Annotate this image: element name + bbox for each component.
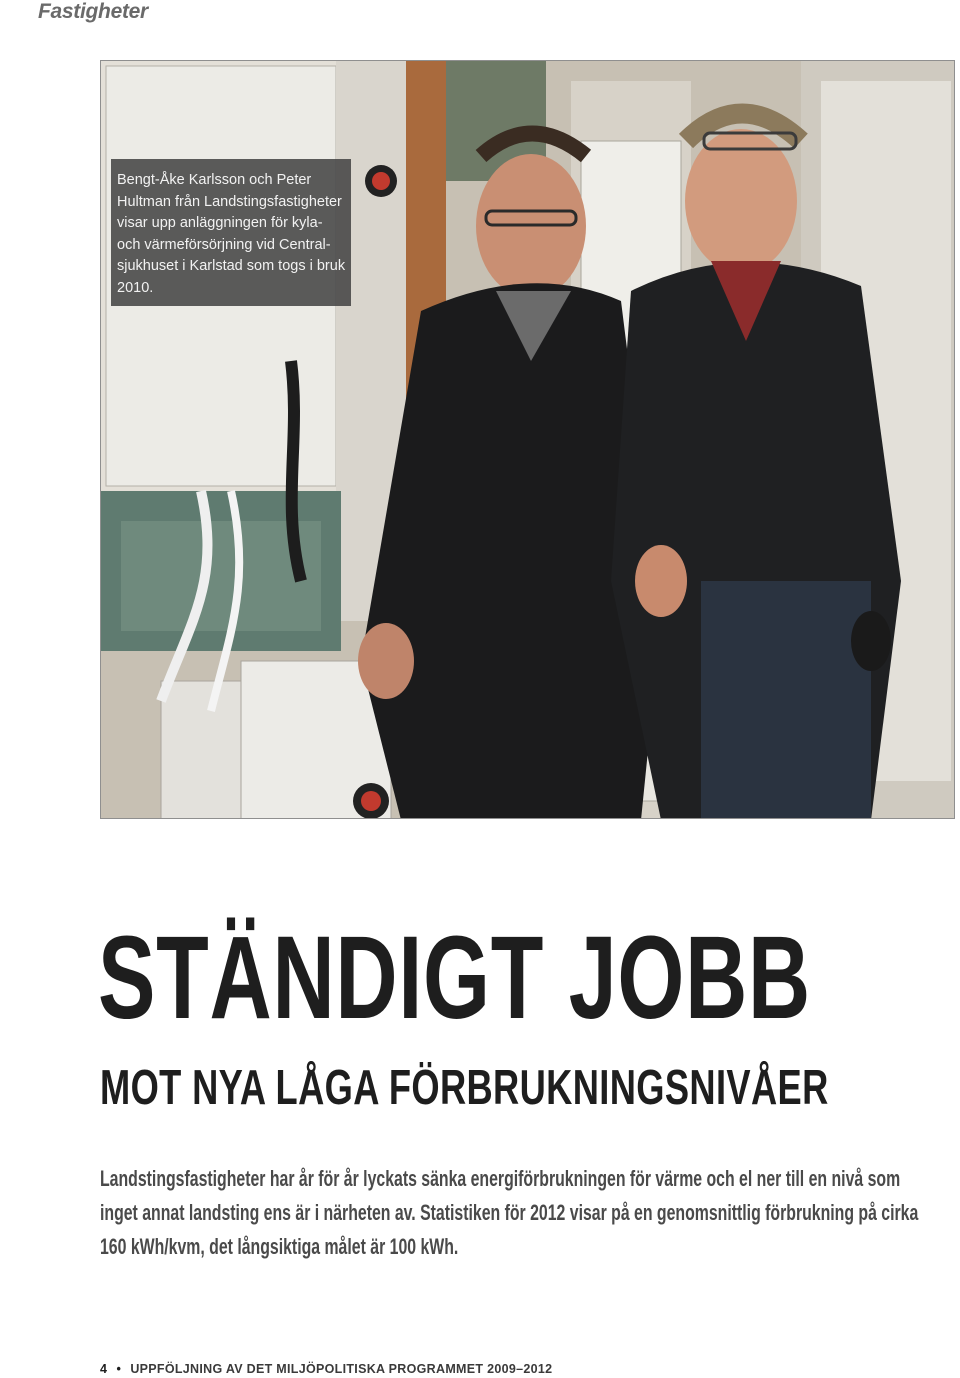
headline: STÄNDIGT JOBB xyxy=(98,912,812,1044)
section-label: Fastigheter xyxy=(38,0,148,23)
footer-separator: • xyxy=(116,1362,121,1376)
publication-title: UPPFÖLJNING AV DET MILJÖPOLITISKA PROGRAMMET 2009–2012 xyxy=(130,1362,553,1376)
lead-paragraph: Landstingsfastigheter har år för år lyckats sänka energiförbrukningen för värme och el ner till en nivå som inget annat landsting ens är i närheten av. Statistiken för 2012 visar på en genomsnittlig förbrukning på cirka 160 kWh/kvm, det långsiktiga målet är 100 kWh. xyxy=(100,1166,919,1259)
subheadline: MOT NYA LÅGA FÖRBRUKNINGSNIVÅER xyxy=(100,1061,829,1115)
page-number: 4 xyxy=(100,1362,107,1376)
page-footer xyxy=(100,1362,552,1376)
photo-caption: Bengt-Åke Karlsson och Peter Hultman från Landstingsfastigheter visar upp anläggningen för kyla- och värmeförsörjning vid Central-sjukhuset i Karlstad som togs i bruk 2010. xyxy=(117,172,346,296)
